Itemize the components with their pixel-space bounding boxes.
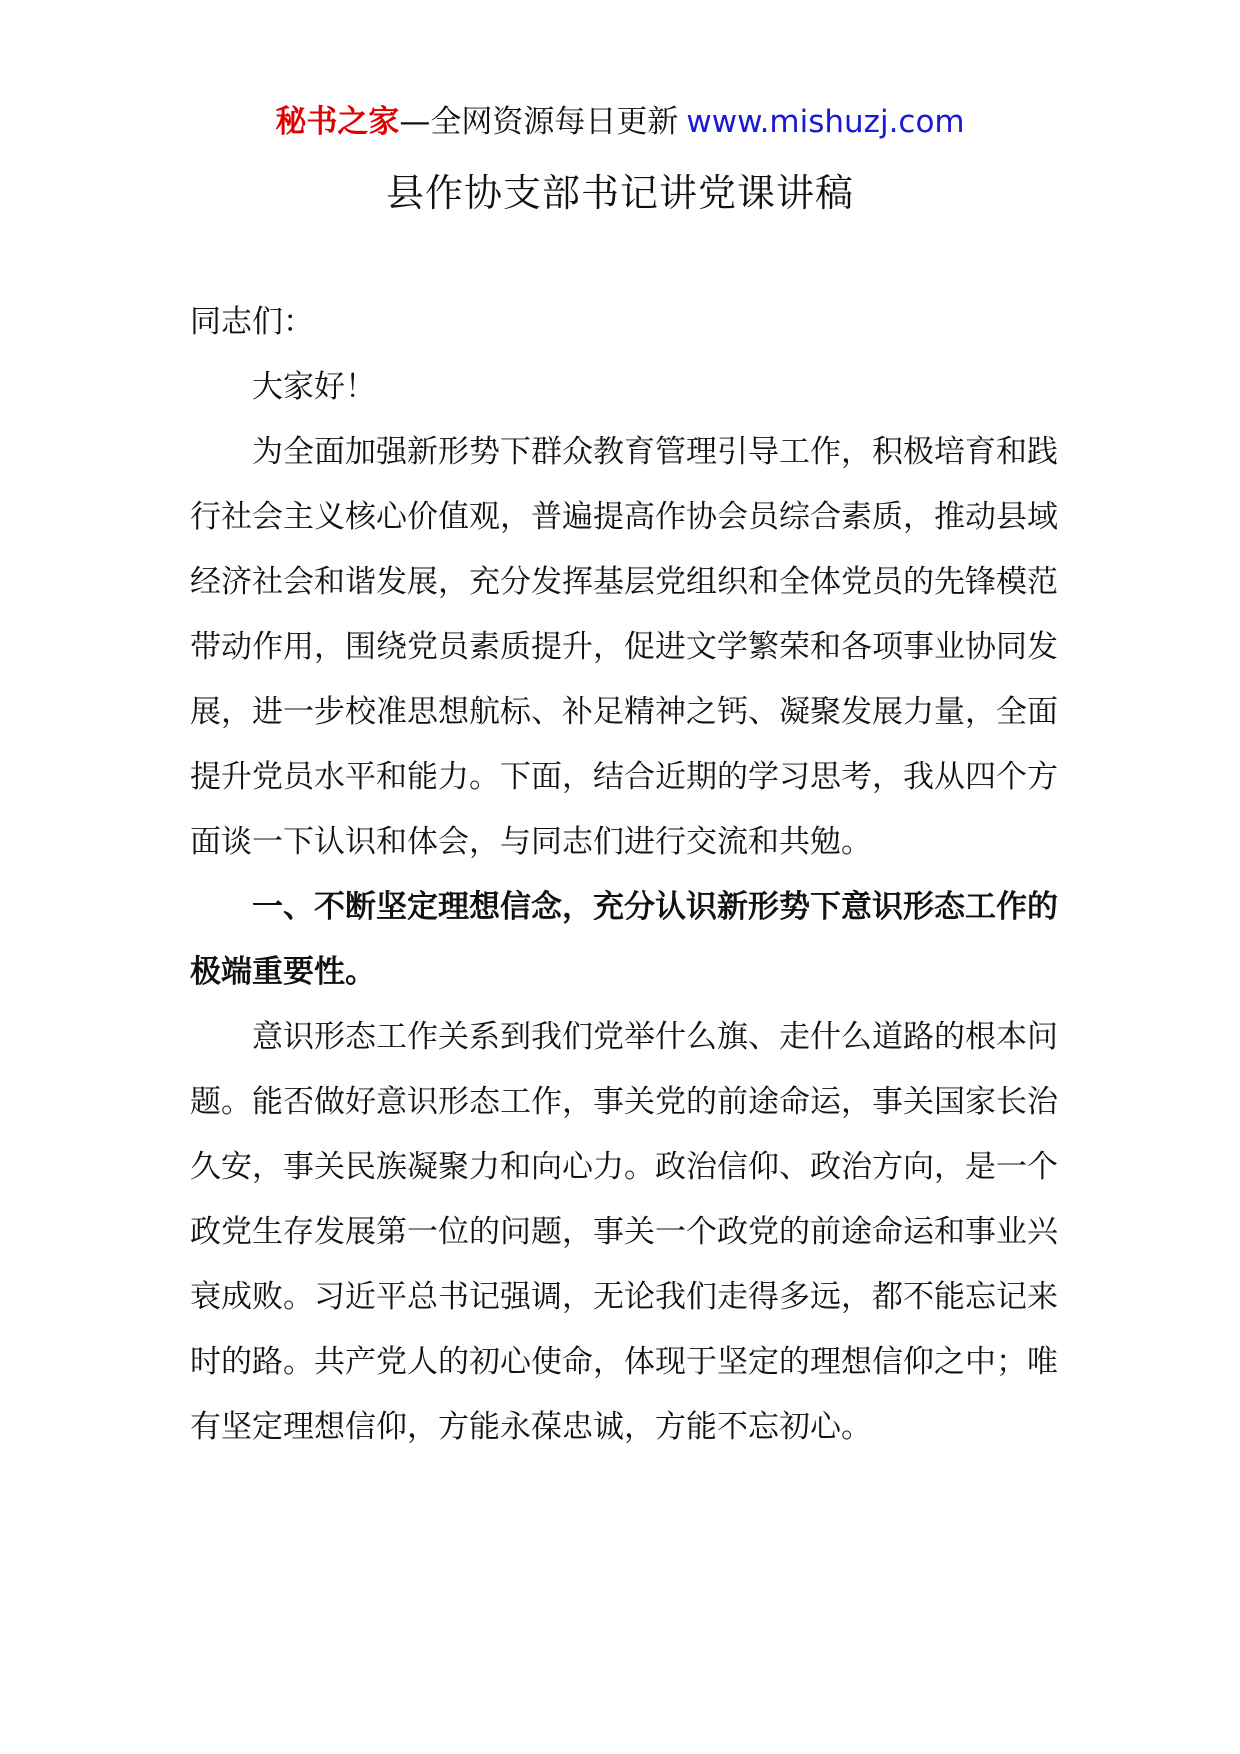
document-title: 县作协支部书记讲党课讲稿 (385, 171, 854, 215)
section-heading-1: 一、不断坚定理想信念，充分认识新形势下意识形态工作的极端重要性。 (190, 889, 1058, 990)
header-tagline: —全网资源每日更新 (399, 104, 679, 140)
document-body (190, 290, 1058, 1460)
paragraph-intro: 为全面加强新形势下群众教育管理引导工作，积极培育和践行社会主义核心价值观，普遍提高作协会员综合素质，推动县域经济社会和谐发展，充分发挥基层党组织和全体党员的先锋模范带动作用，围绕党员素质提升，促进文学繁荣和各项事业协同发展，进一步校准思想航标、补足精神之钙、凝聚发展力量，全面提升党员水平和能力。下面，结合近期的学习思考，我从四个方面谈一下认识和体会，与同志们进行交流和共勉。 (190, 434, 1058, 860)
paragraph-section-1: 意识形态工作关系到我们党举什么旗、走什么道路的根本问题。能否做好意识形态工作，事关党的前途命运，事关国家长治久安，事关民族凝聚力和向心力。政治信仰、政治方向，是一个政党生存发展第一位的问题，事关一个政党的前途命运和事业兴衰成败。习近平总书记强调，无论我们走得多远，都不能忘记来时的路。共产党人的初心使命，体现于坚定的理想信仰之中；唯有坚定理想信仰，方能永葆忠诚，方能不忘初心。 (190, 1019, 1058, 1445)
salutation: 同志们： (190, 304, 314, 340)
brand-name: 秘书之家 (275, 104, 400, 140)
site-url-link[interactable]: www.mishuzj.com (686, 104, 965, 140)
site-header (0, 100, 1240, 144)
greeting: 大家好！ (252, 369, 376, 405)
